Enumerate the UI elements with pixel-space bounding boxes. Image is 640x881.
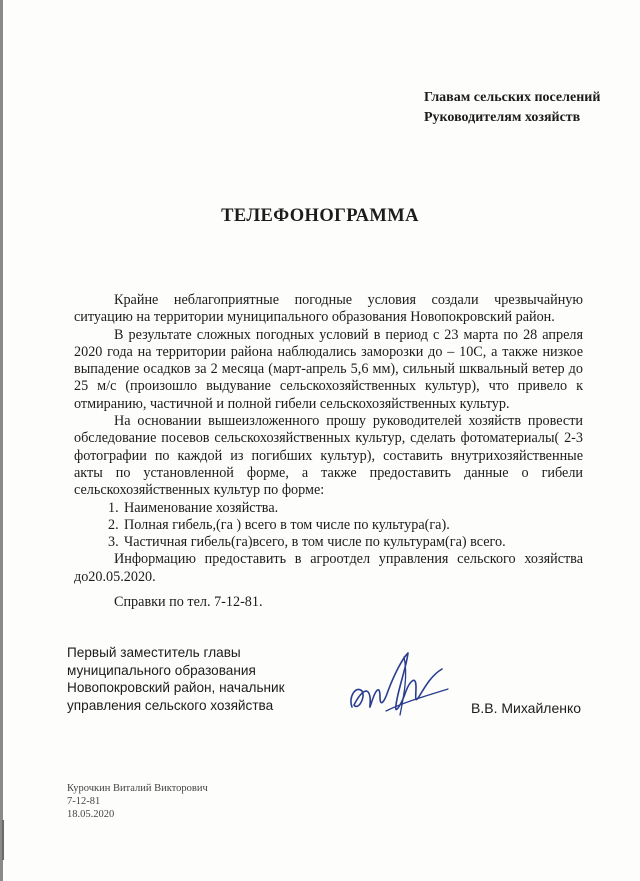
list-item-text: Частичная гибель(га)всего, в том числе по культурам(га) всего.	[124, 534, 506, 551]
executor-date: 18.05.2020	[67, 809, 115, 820]
form-items-list	[74, 500, 583, 552]
list-item-text: Наименование хозяйства.	[124, 499, 279, 516]
paragraph-5: Справки по тел. 7-12-81.	[114, 594, 263, 611]
list-item-number: 2.	[108, 516, 119, 533]
signatory-line-1: Первый заместитель главы	[67, 645, 241, 660]
executor-phone: 7-12-81	[67, 796, 101, 807]
list-item	[74, 534, 583, 551]
paragraph-2: В результате сложных погодных условий в период с 23 марта по 28 апреля 2020 года на территории района наблюдались заморозки до – 10С, а также низкое выпадение осадков за 2 месяца (март-апрель 5,6 мм), сильный шквальный ветер до 25 м/с (произошло выдувание сельскохозяйственных культур), что привело к отмиранию, частичной и полной гибели сельскохозяйственных культур.	[74, 326, 583, 412]
signature-stroke	[351, 653, 442, 710]
document-body	[74, 292, 583, 611]
list-item-text: Полная гибель,(га ) всего в том числе по культура(га).	[124, 516, 450, 533]
handwritten-signature	[346, 645, 452, 725]
addressee-line-2: Руководителям хозяйств	[424, 110, 581, 125]
signatory-line-4: управления сельского хозяйства	[67, 697, 274, 713]
executor-block	[67, 782, 208, 821]
paragraph-3: На основании вышеизложенного прошу руководителей хозяйств провести обследование посевов сельскохозяйственных культур, сделать фотоматериалы( 2-3 фотографии по каждой из погибших культур), составить внутрихозяйственные акты по установленной форме, а также предоставить данные о гибели сельскохозяйственных культур по форме:	[74, 413, 583, 499]
addressee-line-1: Главам сельских поселений	[424, 90, 601, 105]
signatory-title-block	[67, 644, 285, 714]
signatory-line-3: Новопокровский район, начальник	[67, 680, 285, 695]
list-item	[74, 517, 583, 534]
list-item-number: 1.	[108, 499, 119, 516]
list-item-number: 3.	[108, 534, 119, 551]
paragraph-4: Информацию предоставить в агроотдел управления сельского хозяйства до20.05.2020.	[74, 551, 583, 585]
executor-name: Курочкин Виталий Викторович	[67, 783, 208, 794]
addressee-block	[424, 88, 600, 128]
scan-edge-mark	[2, 820, 4, 860]
signatory-line-2: муниципального образования	[67, 662, 256, 678]
list-item	[74, 500, 583, 517]
document-title: ТЕЛЕФОНОГРАММА	[221, 206, 419, 226]
signatory-name: В.В. Михайленко	[471, 700, 582, 716]
scan-edge	[0, 0, 3, 881]
paragraph-1: Крайне неблагоприятные погодные условия создали чрезвычайную ситуацию на территории муниципального образования Новопокровский район.	[74, 292, 583, 326]
